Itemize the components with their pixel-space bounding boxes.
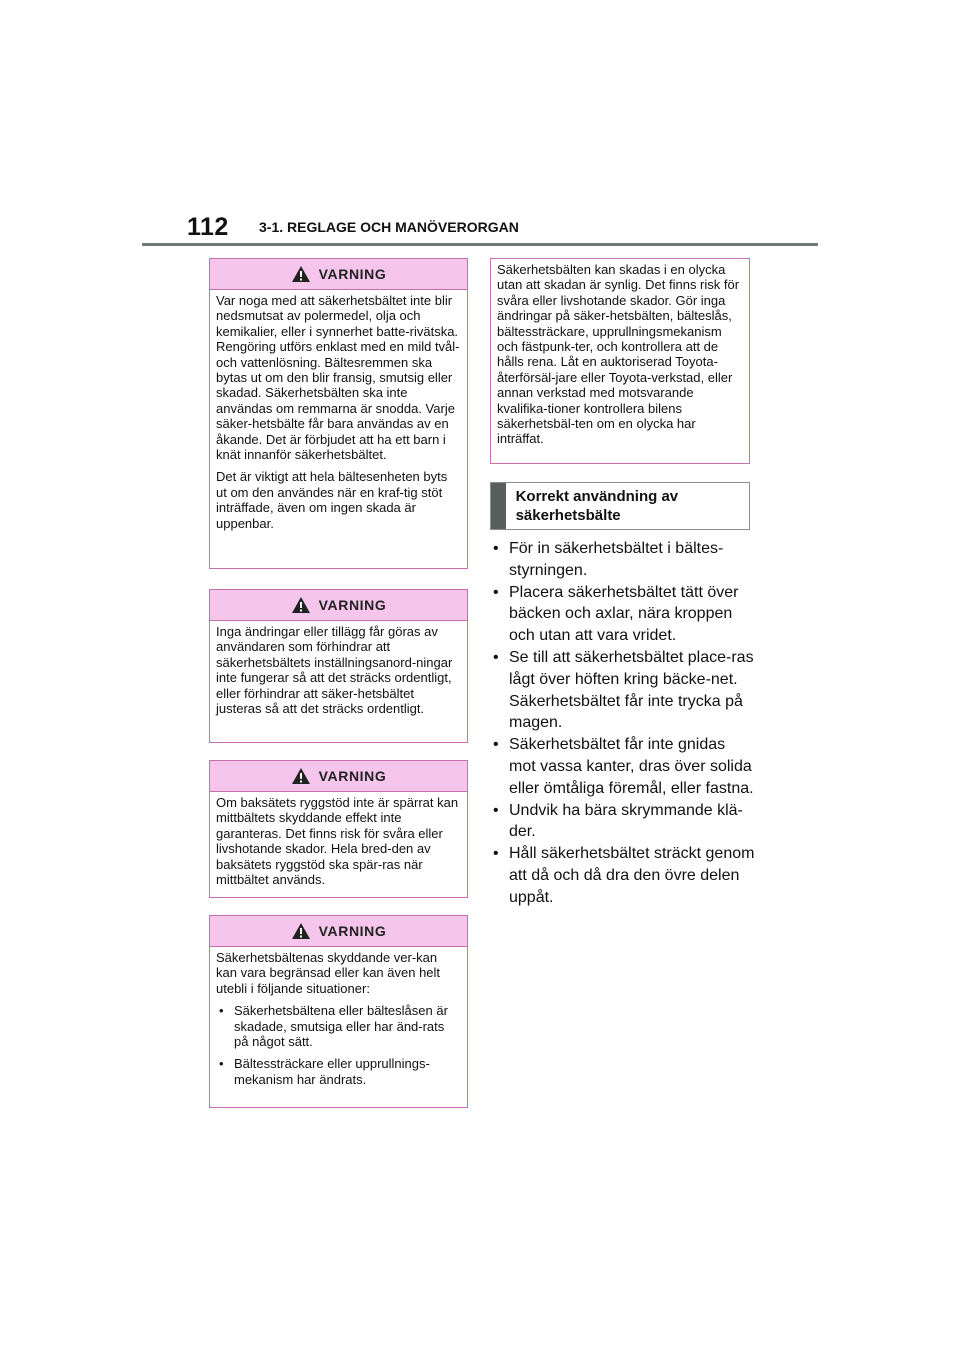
warning-bullet [216,1003,461,1049]
warning-header [210,590,467,621]
warning-label: VARNING [318,597,387,613]
list-item: • Se till att säkerhetsbältet place-ras lågt över höften kring bäcke-net. Säkerhetsbältet får inte trycka på magen. [493,648,754,732]
warning-box-1 [209,258,468,569]
warning-box-3 [209,760,468,898]
section-header-title: Korrekt användning av säkerhetsbälte [515,488,679,524]
warning-box-2 [209,589,468,743]
warning-header [210,259,467,290]
page-number: 112 [187,213,229,241]
info-box: Säkerhetsbälten kan skadas i en olycka utan att skadan är synlig. Det finns risk för svåra eller livshotande skador. Gör inga ändringar på säker-hetsbälten, bälteslås, bältessträckare, upprullningsmekanism och fästpunk-ter, och kontrollera att de hålls rena. Låt en auktoriserad Toyota-återförsäl-jare eller Toyota-verkstad, eller annan verkstad med motsvarande kvalifika-tioner kontrollera bilens säkerhetsbäl-ten om en olycka har inträffat. [490,258,750,464]
bullet-dot: • [219,1003,224,1019]
warning-paragraph: Det är viktigt att hela bältesenheten byts ut om den användes när en kraf-tig stöt inträffade, även om ingen skada är uppenbar. [216,469,448,531]
usage-list [493,538,755,909]
warning-body [210,792,467,893]
warning-label: VARNING [318,923,387,939]
warning-paragraph: Var noga med att säkerhetsbältet inte blir nedsmutsat av polermedel, olja och kemikalier, eller i synnerhet batte-rivätska. Rengöring utförs enklast med en mild tvål- och vattenlösning. Bältesremmen ska bytas ut om den blir fransig, smutsig eller skadad. Säkerhetsbälten ska inte användas om remmarna är snodda. Varje säker-hetsbälte får bara användas av en åkande. Det är förbjudet att ha ett barn i knät innanför säkerhetsbältet. [216,293,460,463]
warning-paragraph: Om baksätets ryggstöd inte är spärrat kan mittbältets skyddande effekt inte garanteras. Det finns risk för svåra eller livshotande skador. Hela bred-den av baksätets ryggstöd ska spär-ras när mittbältet används. [216,795,459,888]
warning-triangle-icon [291,596,311,614]
bullet-text: Säkerhetsbältena eller bälteslåsen är skadade, smutsiga eller har änd-rats på något sätt. [234,1003,448,1050]
section-title: 3-1. REGLAGE OCH MANÖVERORGAN [259,219,519,235]
warning-paragraph: Säkerhetsbältenas skyddande ver-kan kan vara begränsad eller kan även helt utebli i följande situationer: [216,950,441,996]
list-item: • För in säkerhetsbältet i bältes-styrningen. [493,540,724,579]
header-rule [142,243,818,246]
list-item: • Placera säkerhetsbältet tätt över bäcken och axlar, nära kroppen och utan att vara vridet. [493,583,739,645]
list-item: • Undvik ha bära skrymmande klä-der. [493,801,743,841]
warning-body [210,290,467,537]
section-header-bar [491,483,506,529]
section-header [490,482,750,530]
list-item: • Håll säkerhetsbältet sträckt genom att då och då dra den övre delen uppåt. [493,845,755,906]
warning-label: VARNING [318,266,387,282]
warning-body [210,621,467,722]
warning-box-4 [209,915,468,1108]
warning-header [210,761,467,792]
warning-label: VARNING [318,768,387,784]
warning-paragraph: Inga ändringar eller tillägg får göras av användaren som förhindrar att säkerhetsbältets inställningsanord-ningar inte fungerar så att det sträcks ordentligt, eller förhindrar att säker-hetsbältet justeras så att det sträcks ordentligt. [216,624,453,717]
warning-bullet [216,1056,461,1087]
warning-body [210,947,467,1093]
warning-header [210,916,467,947]
bullet-text: Bältessträckare eller upprullnings-mekanism har ändrats. [234,1056,430,1087]
warning-triangle-icon [291,767,311,785]
warning-triangle-icon [291,265,311,283]
bullet-dot: • [219,1056,224,1072]
warning-triangle-icon [291,922,311,940]
list-item: • Säkerhetsbältet får inte gnidas mot vassa kanter, dras över solida eller ömtåliga föremål, eller fastna. [493,736,754,797]
